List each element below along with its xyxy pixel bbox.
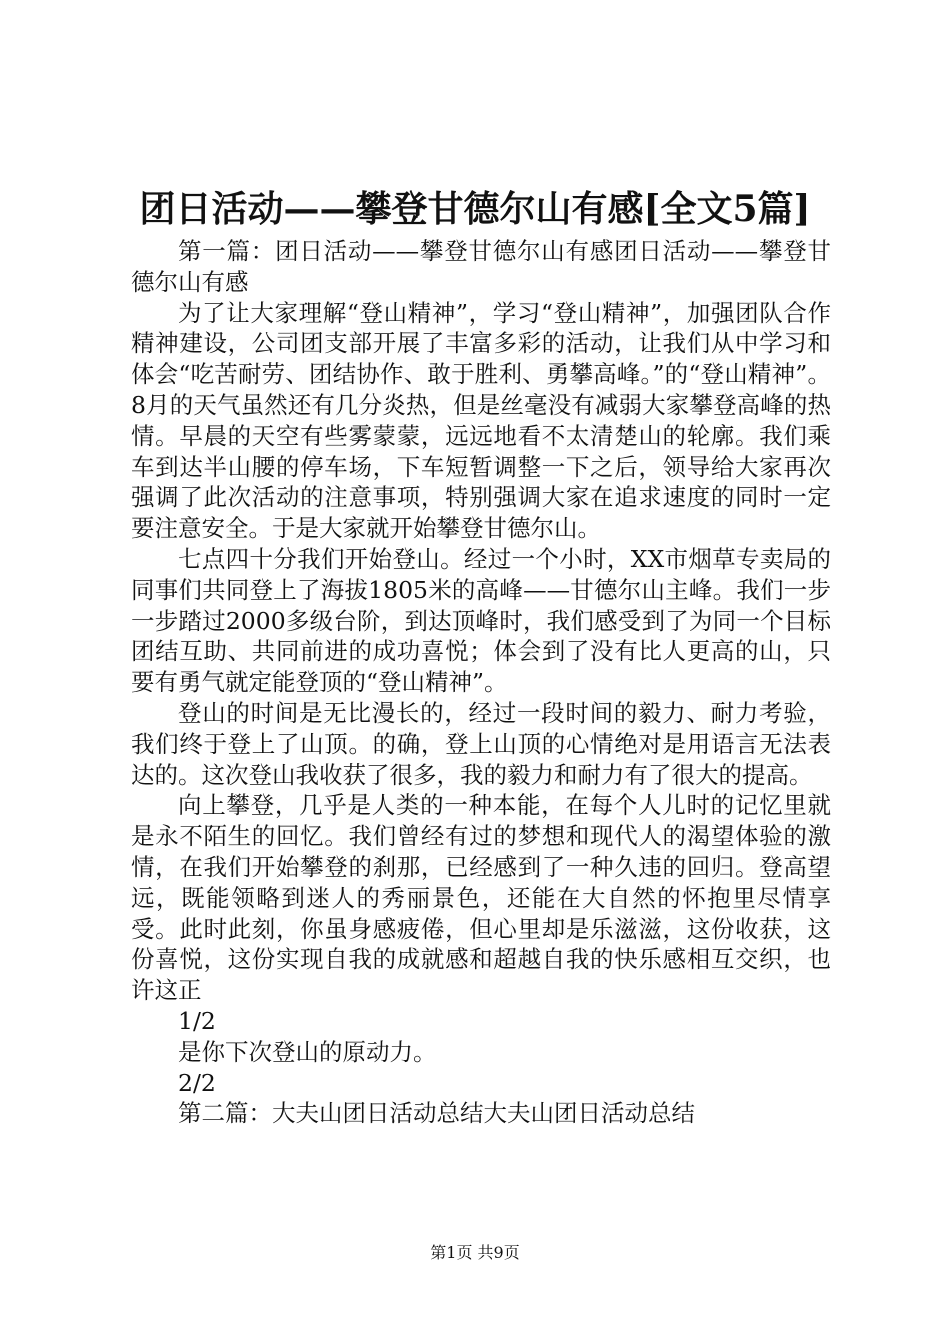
paragraph: 登山的时间是无比漫长的，经过一段时间的毅力、耐力考验，我们终于登上了山顶。的确，登上山顶的心情绝对是用语言无法表达的。这次登山我收获了很多，我的毅力和耐力有了很大的提高。 <box>131 698 831 789</box>
page-marker: 1/2 <box>178 1006 216 1035</box>
paragraph: 为了让大家理解“登山精神”，学习“登山精神”，加强团队合作精神建设，公司团支部开展了丰富多彩的活动，让我们从中学习和体会“吃苦耐劳、团结协作、敢于胜利、勇攀高峰。”的“登山精神”。8月的天气虽然还有几分炎热，但是丝毫没有减弱大家攀登高峰的热情。早晨的天空有些雾蒙蒙，远远地看不太清楚山的轮廓。我们乘车到达半山腰的停车场，下车短暂调整一下之后，领导给大家再次强调了此次活动的注意事项，特别强调大家在追求速度的同时一定要注意安全。于是大家就开始攀登甘德尔山。 <box>131 298 831 543</box>
section-heading-2: 第二篇：大夫山团日活动总结大夫山团日活动总结 <box>178 1099 695 1128</box>
section-heading-1: 第一篇：团日活动——攀登甘德尔山有感团日活动——攀登甘德尔山有感 <box>131 237 831 296</box>
paragraph-continuation: 是你下次登山的原动力。 <box>178 1037 437 1066</box>
document-body <box>131 236 831 1129</box>
page-footer: 第1页 共9页 <box>430 1243 520 1262</box>
document-title: 团日活动——攀登甘德尔山有感[全文5篇] <box>139 188 811 230</box>
paragraph: 七点四十分我们开始登山。经过一个小时，XX市烟草专卖局的同事们共同登上了海拔1805米的高峰——甘德尔山主峰。我们一步一步踏过2000多级台阶，到达顶峰时，我们感受到了为同一个目标团结互助、共同前进的成功喜悦；体会到了没有比人更高的山，只要有勇气就定能登顶的“登山精神”。 <box>131 544 831 697</box>
page-marker: 2/2 <box>178 1068 216 1097</box>
paragraph: 向上攀登，几乎是人类的一种本能，在每个人儿时的记忆里就是永不陌生的回忆。我们曾经有过的梦想和现代人的渴望体验的激情，在我们开始攀登的刹那，已经感到了一种久违的回归。登高望远，既能领略到迷人的秀丽景色，还能在大自然的怀抱里尽情享受。此时此刻，你虽身感疲倦，但心里却是乐滋滋，这份收获，这份喜悦，这份实现自我的成就感和超越自我的快乐感相互交织，也许这正 <box>131 791 831 1005</box>
